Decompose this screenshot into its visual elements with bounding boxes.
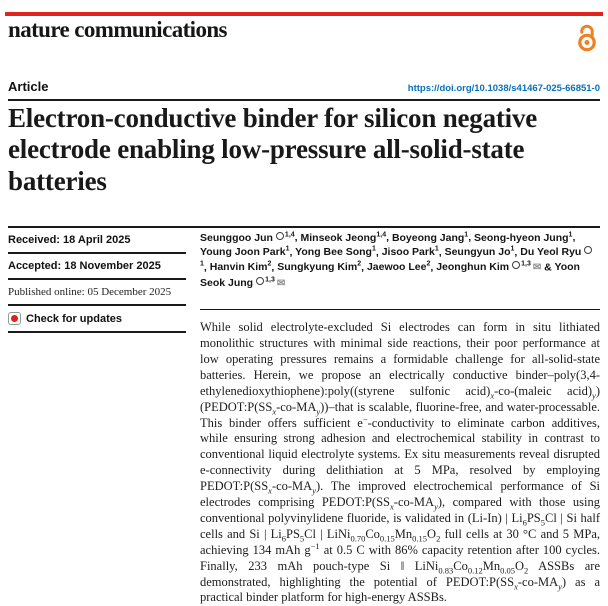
main-column bbox=[200, 230, 600, 606]
affiliation-superscript: 1 bbox=[434, 245, 439, 253]
author-name: Sungkyung Kim$^2$ bbox=[277, 260, 362, 274]
affiliation-superscript: 1 bbox=[568, 231, 573, 238]
author-name: Jisoo Park$^1$ bbox=[381, 245, 439, 259]
author-name: Young Joon Park$^1$ bbox=[200, 245, 290, 259]
affiliation-superscript: 1 bbox=[200, 260, 204, 268]
check-for-updates-button[interactable] bbox=[8, 306, 186, 333]
open-access-icon bbox=[576, 23, 598, 52]
page-title: Electron-conductive binder for silicon negative electrode enabling low-pressure all-solid-state batteries bbox=[8, 103, 538, 196]
affiliation-superscript: 1 bbox=[510, 245, 515, 253]
abstract-text: While solid electrolyte-excluded Si electrodes can form in situ lithiated monolithic structures with minimal side reactions, their poor performance at low operating pressures remains a formidable challenge for all-solid-state batteries. Herein, we propose an electrically conductive binder–poly(3,4-ethylenedioxythiophene):poly((styrene sulfonic $acid)_x-co-(maleic$ $acid)_y$) $(PEDOT:P(SS_x-co-MA_y))$–that is scalable, fluorine-free, and water-processable. This binder offers sufficient e−-conductivity to eliminate carbon additives, while ensuring strong adhesion and electrochemical stability in contrast to conventional liquid electrolyte systems. Ex situ measurements reveal disrupted e-connectivity during delithiation at 5 MPa, resolved by employing $PEDOT:P(SS_x-co-MA_y)$. The improved electrochemical performance of Si electrodes comprising $PEDOT:P(SS_x-co-MA_y)$, compared with those using conventional polyvinylidene fluoride, is validated in (Li-In) | $Li_6PS_5Cl$ | Si half cells and Si | $Li_6PS_5Cl$ | $LiNi_{0.70}Co_{0.15}Mn_{0.15}O_2$ full cells at 30 °C and 5 MPa, achieving 134 mAh $g^{-1}$ at 0.5 C with 86% capacity retention after 100 cycles. Finally, 233 mAh pouch-type Si ‖ $LiNi_{0.83}Co_{0.12}Mn_{0.05}O_2$ ASSBs are demonstrated, highlighting the potential of $PEDOT:P(SS_x-co-MA_y)$ as a practical binder platform for high-energy ASSBs. bbox=[200, 320, 601, 605]
abstract-divider bbox=[200, 309, 600, 311]
email-icon[interactable]: ✉ bbox=[276, 277, 286, 289]
header-divider bbox=[8, 99, 600, 101]
published-date: Published online: 05 December 2025 bbox=[8, 280, 186, 306]
author-name: Seungyun Jo$^1$ bbox=[444, 245, 515, 259]
metadata-sidebar bbox=[8, 228, 186, 333]
affiliation-superscript: 1,3 bbox=[521, 260, 531, 268]
author-name: Du Yeol Ryu$^1$ bbox=[200, 246, 593, 273]
journal-wordmark: nature communications bbox=[8, 17, 227, 42]
received-date: Received: 18 April 2025 bbox=[8, 228, 186, 254]
affiliation-superscript: 1 bbox=[371, 245, 376, 253]
affiliation-superscript: 1 bbox=[464, 231, 469, 238]
author-name: Jeonghun Kim $^{1,3}$ ✉ bbox=[436, 260, 542, 274]
orcid-icon[interactable] bbox=[584, 246, 592, 254]
email-icon[interactable]: ✉ bbox=[532, 262, 542, 274]
author-name: Seunggoo Jun $^{1,4}$ bbox=[200, 231, 295, 244]
affiliation-superscript: 1,4 bbox=[284, 231, 295, 238]
author-name: Jaewoo Lee$^2$ bbox=[366, 260, 431, 274]
author-name: Minseok Jeong$^{1,4}$ bbox=[300, 231, 387, 244]
journal-color-bar bbox=[5, 12, 603, 16]
affiliation-superscript: 1,3 bbox=[265, 276, 275, 284]
author-name: Hanvin Kim$^2$ bbox=[209, 260, 272, 274]
affiliation-superscript: 1,4 bbox=[376, 231, 387, 238]
affiliation-superscript: 2 bbox=[426, 260, 431, 268]
check-for-updates-label: Check for updates bbox=[26, 312, 122, 325]
affiliation-superscript: 2 bbox=[267, 260, 272, 268]
affiliation-superscript: 1 bbox=[285, 245, 290, 253]
article-type-label: Article bbox=[8, 79, 49, 94]
affiliation-superscript: 2 bbox=[357, 260, 362, 268]
doi-link[interactable]: https://doi.org/10.1038/s41467-025-66851-0 bbox=[407, 83, 600, 94]
accepted-date: Accepted: 18 November 2025 bbox=[8, 254, 186, 280]
crossmark-icon bbox=[8, 312, 21, 325]
author-name: Yong Bee Song$^1$ bbox=[295, 245, 376, 259]
orcid-icon[interactable] bbox=[512, 261, 520, 269]
article-header-row bbox=[8, 79, 600, 94]
author-name: Yoon Seok Jung $^{1,3}$ ✉ bbox=[200, 261, 580, 289]
orcid-icon[interactable] bbox=[276, 232, 284, 240]
author-list: Seunggoo Jun $^{1,4}$, Minseok Jeong$^{1,4}$, Boyeong Jang$^1$, Seong-hyeon Jung$^1$, Young Joon Park$^1$, Yong Bee Song$^1$, Jisoo Park$^1$, Seungyun Jo$^1$, Du Yeol Ryu$^1$, Hanvin Kim$^2$, Sungkyung Kim$^2$, Jaewoo Lee$^2$, Jeonghun Kim $^{1,3}$ ✉ & Yoon Seok Jung $^{1,3}$ ✉ bbox=[200, 230, 600, 291]
author-name: Boyeong Jang$^1$ bbox=[391, 231, 469, 244]
author-name: Seong-hyeon Jung$^1$ bbox=[474, 231, 573, 244]
orcid-icon[interactable] bbox=[256, 277, 264, 285]
